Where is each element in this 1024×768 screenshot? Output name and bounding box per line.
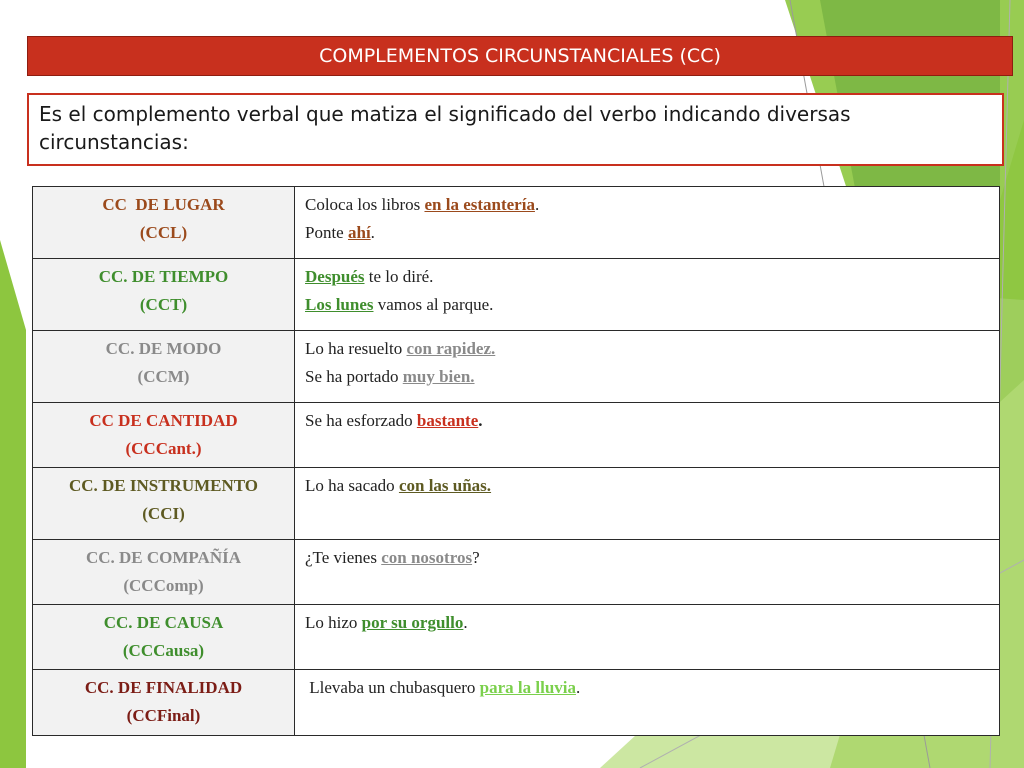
complement-type-cell (33, 540, 295, 605)
example-complement-highlight: para la lluvia (479, 678, 577, 697)
example-complement-highlight: ahí (347, 223, 371, 242)
slide-title: COMPLEMENTOS CIRCUNSTANCIALES (CC) (27, 36, 1013, 76)
complement-type-abbr: (CCFinal) (126, 706, 201, 725)
example-text-before: Ponte (305, 223, 348, 242)
table-row (33, 540, 1000, 605)
complement-type-abbr: (CCComp) (123, 576, 204, 595)
complement-type-name: CC DE LUGAR (102, 195, 225, 214)
example-complement-highlight: muy bien. (402, 367, 475, 386)
definition-box (27, 93, 1004, 166)
example-text-after: . (478, 411, 483, 430)
complement-type-cell (33, 468, 295, 540)
example-text-before: Lo ha resuelto (305, 339, 407, 358)
example-cell (295, 540, 1000, 605)
complement-type-cell (33, 670, 295, 736)
example-complement-highlight: Después (305, 267, 365, 286)
example-cell (295, 187, 1000, 259)
complements-table (32, 186, 1000, 736)
example-complement-highlight: con las uñas. (398, 476, 492, 495)
complement-type-cell (33, 605, 295, 670)
example-sentence (305, 544, 989, 572)
example-cell (295, 331, 1000, 403)
example-sentence (305, 263, 989, 291)
example-complement-highlight: bastante (416, 411, 479, 430)
example-complement-highlight: Los lunes (305, 295, 374, 314)
example-cell (295, 605, 1000, 670)
example-sentence (305, 219, 989, 247)
example-text-before: Llevaba un chubasquero (305, 678, 480, 697)
table-row (33, 259, 1000, 331)
example-sentence (305, 674, 989, 702)
example-sentence (305, 407, 989, 435)
table-row (33, 468, 1000, 540)
complement-type-name: CC. DE COMPAÑÍA (85, 548, 242, 567)
complement-type-name: CC DE CANTIDAD (89, 411, 238, 430)
complement-type-abbr: (CCL) (139, 223, 188, 242)
complement-type-name: CC. DE FINALIDAD (84, 678, 243, 697)
complement-type-cell (33, 187, 295, 259)
example-text-before: ¿Te vienes (305, 548, 382, 567)
example-sentence (305, 191, 989, 219)
example-text-after: te lo diré. (364, 267, 434, 286)
example-complement-highlight: en la estantería (424, 195, 535, 214)
complement-type-name: CC. DE INSTRUMENTO (68, 476, 259, 495)
example-complement-highlight: por su orgullo (361, 613, 464, 632)
example-text-after: . (534, 195, 540, 214)
complement-type-cell (33, 403, 295, 468)
table-row (33, 670, 1000, 736)
complement-type-abbr: (CCM) (137, 367, 190, 386)
complement-type-abbr: (CCCausa) (122, 641, 205, 660)
complement-type-name: CC. DE CAUSA (103, 613, 224, 632)
example-complement-highlight: con nosotros (381, 548, 473, 567)
example-sentence (305, 609, 989, 637)
example-text-before: Lo ha sacado (305, 476, 399, 495)
example-text-before: Se ha esforzado (305, 411, 417, 430)
complement-type-abbr: (CCT) (139, 295, 188, 314)
example-sentence (305, 472, 989, 500)
example-text-after: . (463, 613, 468, 632)
complement-type-abbr: (CCI) (142, 504, 185, 523)
example-sentence (305, 291, 989, 319)
example-complement-highlight: con rapidez. (406, 339, 496, 358)
complement-type-abbr: (CCCant.) (125, 439, 202, 458)
table-row (33, 403, 1000, 468)
complement-type-cell (33, 259, 295, 331)
table-row (33, 331, 1000, 403)
example-text-before: Se ha portado (305, 367, 403, 386)
complement-type-name: CC. DE TIEMPO (98, 267, 229, 286)
complement-type-name: CC. DE MODO (105, 339, 222, 358)
example-cell (295, 670, 1000, 736)
definition-text: Es el complemento verbal que matiza el significado del verbo indicando diversas circunstancias: (39, 102, 851, 154)
deco-green-left-edge (0, 240, 26, 768)
table-row (33, 605, 1000, 670)
example-text-after: ? (472, 548, 480, 567)
example-cell (295, 259, 1000, 331)
example-sentence (305, 335, 989, 363)
complement-type-cell (33, 331, 295, 403)
example-text-after: . (370, 223, 375, 242)
example-sentence (305, 363, 989, 391)
example-cell (295, 403, 1000, 468)
example-text-after: vamos al parque. (373, 295, 494, 314)
example-cell (295, 468, 1000, 540)
example-text-after: . (576, 678, 581, 697)
table-row (33, 187, 1000, 259)
example-text-before: Lo hizo (305, 613, 362, 632)
example-text-before: Coloca los libros (305, 195, 425, 214)
